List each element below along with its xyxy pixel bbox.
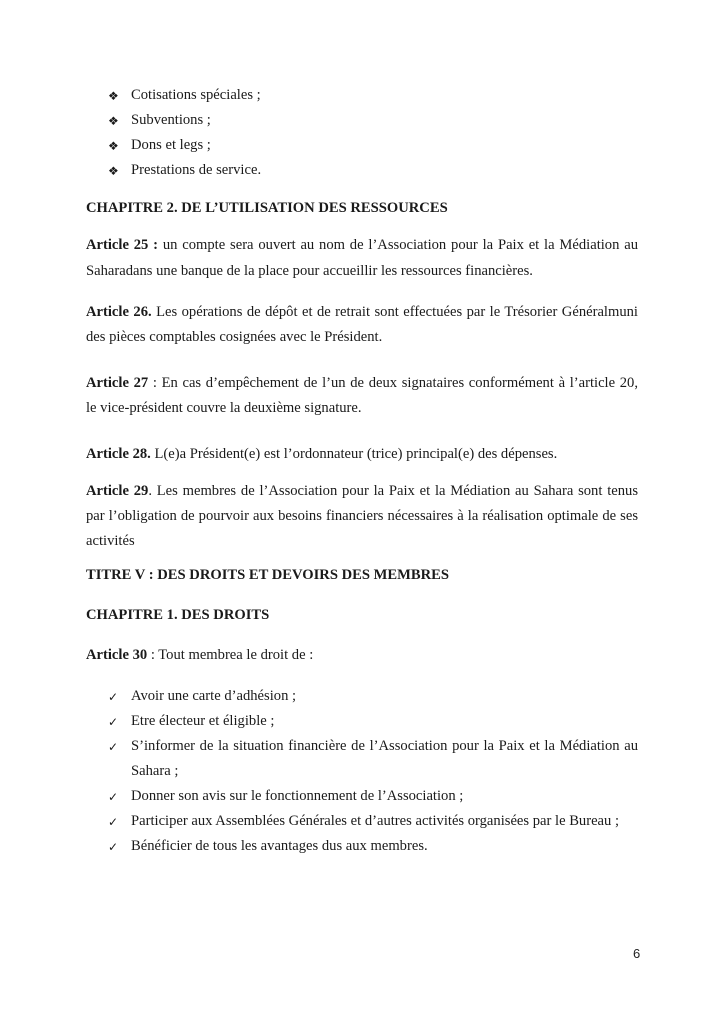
article-label: Article 26. <box>86 304 152 320</box>
checkmark-icon: ✓ <box>108 740 119 754</box>
checkmark-icon: ✓ <box>108 840 119 854</box>
list-item-continuation: Sahara ; <box>131 763 179 779</box>
article-label: Article 25 : <box>86 237 159 253</box>
article-26-line2: des pièces comptables cosignées avec le Président. <box>86 329 383 345</box>
checkmark-icon: ✓ <box>108 715 119 729</box>
article-25-line1: Article 25 : un compte sera ouvert au nom de l’Association pour la Paix et la Médiation au <box>86 237 638 253</box>
checkmark-icon: ✓ <box>108 815 119 829</box>
article-29-line1: Article 29. Les membres de l’Association pour la Paix et la Médiation au Sahara sont tenus <box>86 483 639 499</box>
list-item: S’informer de la situation financière de l’Association pour la Paix et la Médiation au <box>131 738 638 754</box>
checkmark-icon: ✓ <box>108 690 119 704</box>
chapter-heading: CHAPITRE 2. DE L’UTILISATION DES RESSOURCES <box>86 200 448 216</box>
article-25-line2: Saharadans une banque de la place pour accueillir les ressources financières. <box>86 263 533 279</box>
article-29-line3: activités <box>86 533 135 549</box>
page-number: 6 <box>633 946 641 961</box>
chapter-heading: CHAPITRE 1. DES DROITS <box>86 607 270 623</box>
checkmark-icon: ✓ <box>108 790 119 804</box>
diamond-bullet-icon: ❖ <box>108 139 119 153</box>
article-28-line1: Article 28. L(e)a Président(e) est l’ordonnateur (trice) principal(e) des dépenses. <box>86 446 558 462</box>
article-27-line1: Article 27 : En cas d’empêchement de l’un de deux signataires conformément à l’article 20, <box>86 375 638 391</box>
list-item: Donner son avis sur le fonctionnement de l’Association ; <box>131 788 464 804</box>
article-26-line1: Article 26. Les opérations de dépôt et de retrait sont effectuées par le Trésorier Généralmuni <box>86 304 638 320</box>
list-item: Dons et legs ; <box>131 137 211 153</box>
title-heading: TITRE V : DES DROITS ET DEVOIRS DES MEMBRES <box>86 567 450 583</box>
diamond-bullet-icon: ❖ <box>108 114 119 128</box>
list-item: Subventions ; <box>131 112 211 128</box>
article-27-line2: le vice-président couvre la deuxième signature. <box>86 400 362 416</box>
article-label: Article 30 <box>86 647 148 663</box>
diamond-bullet-icon: ❖ <box>108 164 119 178</box>
list-item: Etre électeur et éligible ; <box>131 713 275 729</box>
list-item: Participer aux Assemblées Générales et d’autres activités organisées par le Bureau ; <box>131 813 620 829</box>
article-label: Article 28. <box>86 446 151 462</box>
article-label: Article 27 <box>86 375 149 391</box>
article-30-line1: Article 30 : Tout membrea le droit de : <box>86 647 314 663</box>
list-item: Bénéficier de tous les avantages dus aux membres. <box>131 838 428 854</box>
list-item: Avoir une carte d’adhésion ; <box>131 688 297 704</box>
list-item: Prestations de service. <box>131 162 262 178</box>
diamond-bullet-icon: ❖ <box>108 89 119 103</box>
article-29-line2: par l’obligation de pourvoir aux besoins financiers nécessaires à la réalisation optimale de ses <box>86 508 638 524</box>
list-item: Cotisations spéciales ; <box>131 87 261 103</box>
article-label: Article 29 <box>86 483 149 499</box>
